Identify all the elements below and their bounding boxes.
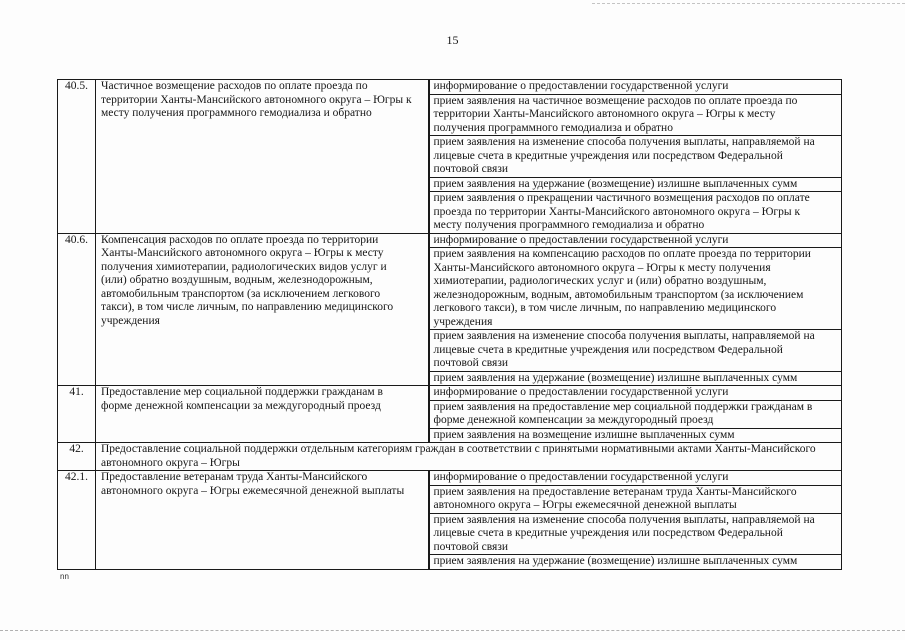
service-name: Частичное возмещение расходов по оплате проезда по территории Ханты-Мансийского автономного округа – Югры к месту получения программного гемодиализа и обратно xyxy=(96,80,429,234)
table-row xyxy=(58,80,842,95)
scan-edge-line-bottom xyxy=(0,630,905,631)
service-name: Предоставление мер социальной поддержки гражданам в форме денежной компенсации за междугородный проезд xyxy=(96,386,429,443)
procedure-cell: прием заявления на удержание (возмещение) излишне выплаченных сумм xyxy=(429,177,842,192)
procedure-cell: информирование о предоставлении государственной услуги xyxy=(429,233,842,248)
procedure-cell: прием заявления на удержание (возмещение) излишне выплаченных сумм xyxy=(429,371,842,386)
procedure-cell: прием заявления на предоставление мер социальной поддержки гражданам в форме денежной компенсации за междугородный проезд xyxy=(429,400,842,428)
procedure-cell: прием заявления на возмещение излишне выплаченных сумм xyxy=(429,428,842,443)
procedure-cell: информирование о предоставлении государственной услуги xyxy=(429,471,842,486)
procedure-cell: прием заявления на изменение способа получения выплаты, направляемой на лицевые счета в кредитные учреждения или посредством Федеральной почтовой связи xyxy=(429,330,842,372)
table-row xyxy=(58,386,842,401)
item-number: 40.6. xyxy=(58,233,96,386)
procedure-cell: информирование о предоставлении государственной услуги xyxy=(429,386,842,401)
services-table xyxy=(57,79,842,570)
table-row-section xyxy=(58,443,842,471)
procedure-cell: информирование о предоставлении государственной услуги xyxy=(429,80,842,95)
procedure-cell: прием заявления на изменение способа получения выплаты, направляемой на лицевые счета в кредитные учреждения или посредством Федеральной почтовой связи xyxy=(429,513,842,555)
service-name: Предоставление ветеранам труда Ханты-Мансийского автономного округа – Югры ежемесячной денежной выплаты xyxy=(96,471,429,570)
section-title: Предоставление социальной поддержки отдельным категориям граждан в соответствии с принятыми нормативными актами Ханты-Мансийского автономного округа – Югры xyxy=(96,443,842,471)
procedure-cell: прием заявления о прекращении частичного возмещения расходов по оплате проезда по территории Ханты-Мансийского автономного округа – Югры к месту получения программного гемодиализа и обратно xyxy=(429,192,842,234)
item-number: 40.5. xyxy=(58,80,96,234)
procedure-cell: прием заявления на изменение способа получения выплаты, направляемой на лицевые счета в кредитные учреждения или посредством Федеральной почтовой связи xyxy=(429,136,842,178)
table-row xyxy=(58,233,842,248)
item-number: 42.1. xyxy=(58,471,96,570)
procedure-cell: прием заявления на удержание (возмещение) излишне выплаченных сумм xyxy=(429,555,842,570)
procedure-cell: прием заявления на компенсацию расходов по оплате проезда по территории Ханты-Мансийского автономного округа – Югры к месту получения химиотерапии, радиологических услуг и (или) обратно воздушным, железнодорожным, водным, автомобильным транспортом (за исключением легкового такси), в том числе личным, по направлению медицинского учреждения xyxy=(429,248,842,330)
item-number: 41. xyxy=(58,386,96,443)
service-name: Компенсация расходов по оплате проезда по территории Ханты-Мансийского автономного округа – Югры к месту получения химиотерапии, радиологических видов услуг и (или) обратно воздушным, водным, железнодорожным, автомобильным транспортом (за исключением легкового такси), в том числе личным, по направлению медицинского учреждения xyxy=(96,233,429,386)
footer-initials: nn xyxy=(60,572,69,581)
scan-edge-line-top xyxy=(592,3,905,4)
procedure-cell: прием заявления на предоставление ветеранам труда Ханты-Мансийского автономного округа – Югры ежемесячной денежной выплаты xyxy=(429,485,842,513)
item-number: 42. xyxy=(58,443,96,471)
procedure-cell: прием заявления на частичное возмещение расходов по оплате проезда по территории Ханты-Мансийского автономного округа – Югры к месту получения программного гемодиализа и обратно xyxy=(429,94,842,136)
page-number: 15 xyxy=(446,33,459,47)
table-row xyxy=(58,471,842,486)
